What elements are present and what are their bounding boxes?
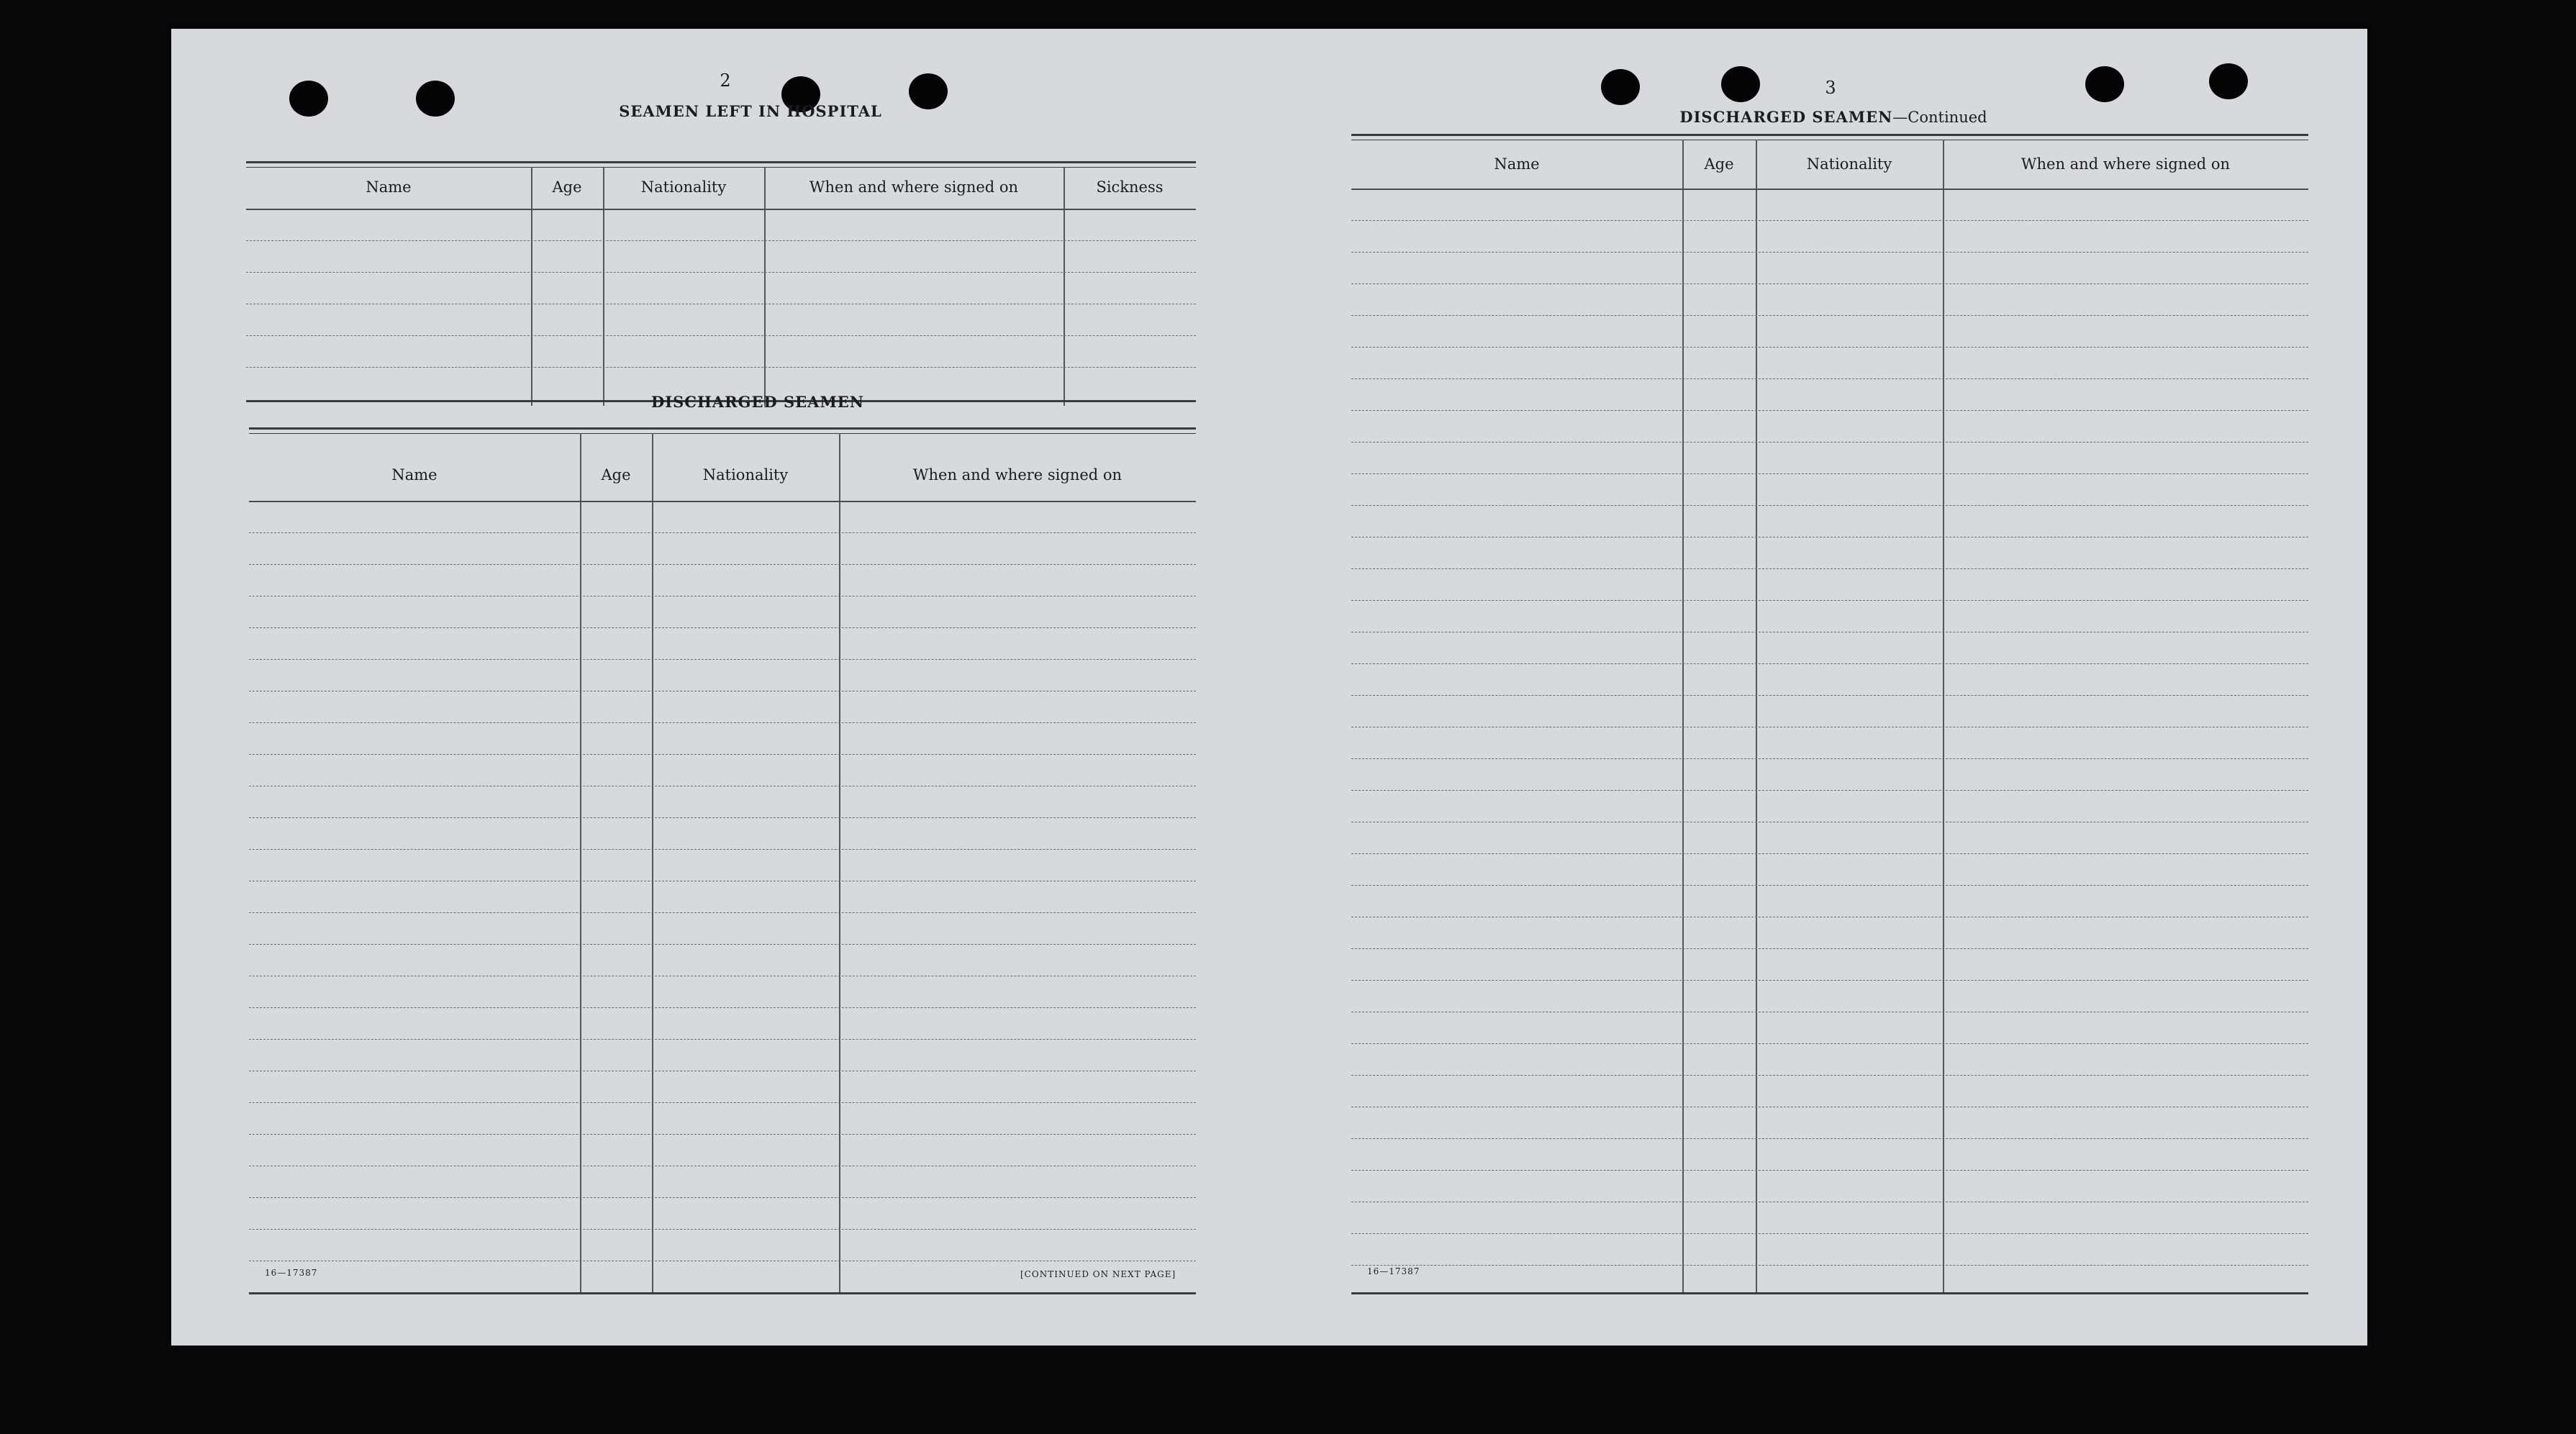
section-title-discharged-continued bbox=[1625, 108, 2042, 126]
punch-hole bbox=[2209, 63, 2248, 99]
col-header-name: Name bbox=[366, 178, 412, 196]
punch-hole bbox=[909, 73, 948, 109]
section-title-hospital: SEAMEN LEFT IN HOSPITAL bbox=[619, 102, 882, 120]
section-title-text: DISCHARGED SEAMEN bbox=[1679, 108, 1893, 126]
punch-hole bbox=[1601, 69, 1640, 105]
col-header-name: Name bbox=[391, 466, 437, 484]
col-header-nationality: Nationality bbox=[1806, 155, 1892, 173]
page-number: 2 bbox=[720, 71, 731, 91]
col-header-nationality: Nationality bbox=[702, 466, 789, 484]
discharged-table-left bbox=[249, 420, 1196, 1295]
hospital-table bbox=[246, 131, 1196, 404]
punch-hole bbox=[416, 81, 455, 117]
page-number: 3 bbox=[1825, 78, 1836, 98]
punch-hole bbox=[2085, 66, 2124, 102]
punch-hole bbox=[1721, 66, 1760, 102]
col-header-age: Age bbox=[601, 466, 631, 484]
section-title-suffix: —Continued bbox=[1892, 109, 1987, 126]
discharged-table-right bbox=[1351, 134, 2308, 1295]
form-number: 16—17387 bbox=[265, 1268, 318, 1278]
col-header-signed-on: When and where signed on bbox=[809, 178, 1019, 196]
section-title-discharged: DISCHARGED SEAMEN bbox=[651, 393, 864, 411]
col-header-signed-on: When and where signed on bbox=[2021, 155, 2231, 173]
document-sheet bbox=[171, 29, 2367, 1345]
continued-note: [CONTINUED ON NEXT PAGE] bbox=[1020, 1269, 1176, 1279]
punch-hole bbox=[289, 81, 328, 117]
col-header-sickness: Sickness bbox=[1096, 178, 1164, 196]
form-number: 16—17387 bbox=[1367, 1266, 1420, 1276]
col-header-age: Age bbox=[552, 178, 582, 196]
col-header-name: Name bbox=[1494, 155, 1540, 173]
col-header-nationality: Nationality bbox=[640, 178, 727, 196]
col-header-signed-on: When and where signed on bbox=[912, 466, 1123, 484]
col-header-age: Age bbox=[1704, 155, 1734, 173]
